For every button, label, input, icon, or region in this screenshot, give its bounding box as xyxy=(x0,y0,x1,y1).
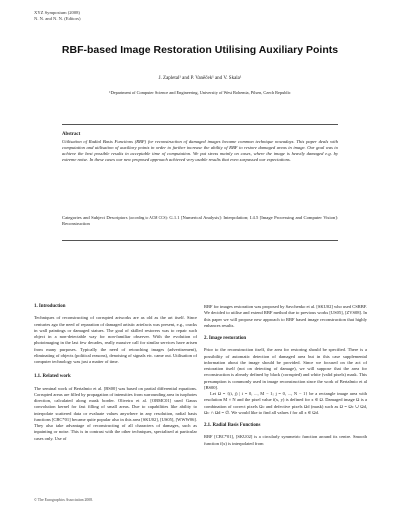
section-2-paragraph-2: Let Ω = {(i, j) | i = 0, ..., M − 1; j = 0, ..., N − 1} be a rectangle image area with resolution M × N and the pixel value f(x, y) is defined for x ∈ Ω. Damaged image Ω is a combination of correct pixels Ωc and defective pixels Ωd (mask) such as Ω = Ωc ∪ Ωd, Ωc ∩ Ωd = ∅. We would like to find all values f for all x ∈ Ωd. xyxy=(204,391,367,415)
paper-title: RBF-based Image Restoration Utilising Auxiliary Points xyxy=(61,44,339,56)
header-line-1: XYZ Symposium (2008) xyxy=(34,10,80,15)
abstract-top-rule xyxy=(62,124,338,125)
affiliation: ¹Department of Computer Science and Engineering, University of West Bohemia, Pilsen, Czech Republic xyxy=(109,90,291,95)
section-1-paragraph: Techniques of reconstructing of corrupted artworks are as old as the art itself. Since centuries ago the need of reparation of damaged artistic artefacts was present, e.g., cracks in wall paintings or damaged statues. The goal of skilled restorers was to repair such object in a non-detectable way for non-familiar observer. With the evolution of photoimaging in the last few decades, really massive call for similar services have arisen from many purposes. Typically the need of retouching images (advertisement), eliminating of objects (political reasons), denoising of signals etc. came out. Utilisation of computer technology was just a matter of time. xyxy=(34,315,197,364)
subject-descriptors xyxy=(62,215,338,227)
section-2-heading: 2. Image restoration xyxy=(204,336,247,341)
section-1-1-paragraph: The seminal work of Bertalmio et al. [BS00] was based on partial differential equations. Corrupted areas are filled by propagation of intensities from surrounding area in isophotes direction, calculated along mask border. Oliveira et al. [OBMC01] used Gauss convolution kernel for fast filling of small areas. Due to capabilities like ability to interpolate scattered data or evaluate values anywhere in any resolution, radial basis functions [CBC*01] became quite popular also in this area [SKU02], [US05], [WWW06]. They also take advantage of reconstructing of all characters of damages, such as inpainting or noise. This is in contrast with the other techniques, specialised at particular cases only. Use of xyxy=(34,385,197,441)
section-2-1-heading: 2.1. Radial Basis Functions xyxy=(204,423,261,428)
right-column xyxy=(204,304,367,447)
categories-lead: Categories and Subject Descriptors xyxy=(62,215,128,220)
author-list: J. Zapletal¹ and P. Vaněček¹ and V. Skala¹ xyxy=(158,76,242,81)
section-1-1-heading: 1.1. Related work xyxy=(34,374,71,380)
categories-text: : G.1.1 [Numerical Analysis]: Interpolation; I.4.5 [Image Processing and Computer Vision]: Reconstruction xyxy=(62,215,339,227)
abstract-bottom-rule xyxy=(62,240,338,241)
categories-note: (according to ACM CCS) xyxy=(128,216,167,220)
section-2-1-paragraph: RBF [CBC*01], [SKU02] is a circularly symmetric function around its centre. Smooth function f(x) is interpolated from xyxy=(204,434,367,446)
section-1-heading: 1. Introduction xyxy=(34,304,66,309)
section-2-paragraph-1: Prior to the reconstruction itself, the area for restoring should be specified. There is a possibility of automatic detection of damaged area but in this case supplemental information about the image should be provided. Since we focused on the act of restoration itself (not on detecting of damage), we will suppose that the area for reconstruction is already defined by black (corrupted) and white (valid pixels) mask. This presumption is commonly used in image reconstruction since the work of Bertalmio et al [BS00]. xyxy=(204,347,367,390)
running-header xyxy=(34,10,81,22)
header-line-2: N. N. and N. N. (Editors) xyxy=(34,16,81,21)
copyright-footer: © The Eurographics Association 2008. xyxy=(34,498,94,502)
left-column xyxy=(34,304,197,442)
abstract-text: Utilisation of Radial Basis Functions (RBF) for reconstruction of damaged images became common technique nowadays. This paper deals with computation and utilisation of auxiliary points in order to further increase the ability of RBF to restore damaged areas in image. Our goal was to achieve the best possible results in acceptable time of computation. We put stress mainly on cases, where the image is heavily damaged e.g. by extreme noise. In these cases our new proposed approach achieved very usable results that even surpassed our expectations. xyxy=(62,139,338,163)
abstract-block xyxy=(62,132,338,163)
abstract-heading: Abstract xyxy=(62,132,81,137)
intro-continuation-paragraph: RBF for images restoration was proposed by Savchenko et al. [SKU02] who used CSRBF. We decided to utilise and extend RBF method due to previous works [US05], [ZVS08]. In this paper we will propose new approach to RBF based image reconstruction that highly enhances results. xyxy=(204,304,367,328)
